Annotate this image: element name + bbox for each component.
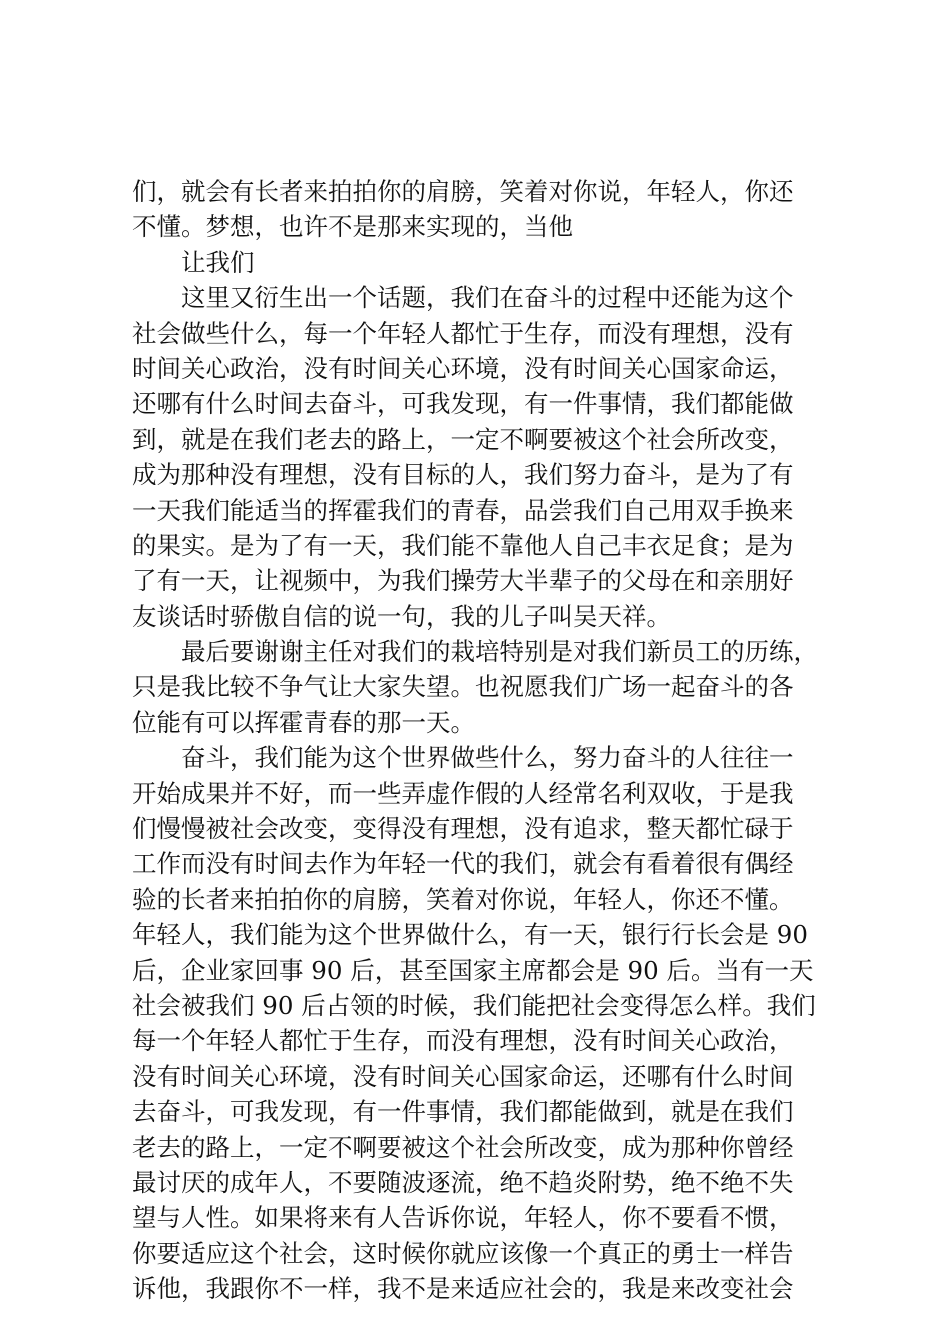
text-line: 去奋斗，可我发现，有一件事情，我们都能做到，就是在我们 [132,1097,794,1127]
text-line: 时间关心政治，没有时间关心环境，没有时间关心国家命运， [132,353,794,383]
text-line: 你要适应这个社会，这时候你就应该像一个真正的勇士一样告 [132,1238,794,1268]
text-line: 老去的路上，一定不啊要被这个社会所改变，成为那种你曾经 [132,1132,794,1162]
text-line: 一天我们能适当的挥霍我们的青春，品尝我们自己用双手换来 [132,495,794,525]
paragraph [132,740,832,1306]
text-line: 开始成果并不好，而一些弄虚作假的人经常名利双收，于是我 [132,778,794,808]
text-line: 到，就是在我们老去的路上，一定不啊要被这个社会所改变， [132,424,794,454]
text-line: 验的长者来拍拍你的肩膀，笑着对你说，年轻人，你还不懂。 [132,884,794,914]
text-line: 只是我比较不争气让大家失望。也祝愿我们广场一起奋斗的各 [132,672,794,702]
text-line: 们，就会有长者来拍拍你的肩膀，笑着对你说，年轻人，你还 [132,177,794,206]
text-line: 不懂。梦想，也许不是那来实现的，当他 [132,212,573,242]
text-line: 最后要谢谢主任对我们的栽培特别是对我们新员工的历练， [181,637,818,667]
text-line: 成为那种没有理想，没有目标的人，我们努力奋斗，是为了有 [132,460,794,490]
text-line: 奋斗，我们能为这个世界做些什么，努力奋斗的人往往一 [181,743,794,773]
paragraph [132,174,832,245]
text-line: 社会被我们 90 后占领的时候，我们能把社会变得怎么样。我们 [132,990,816,1020]
text-line: 后，企业家回事 90 后，甚至国家主席都会是 90 后。当有一天 [132,955,814,985]
text-line: 年轻人，我们能为这个世界做什么，有一天，银行行长会是 90 [132,920,808,950]
text-line: 让我们 [181,247,255,277]
text-line: 们慢慢被社会改变，变得没有理想，没有追求，整天都忙碌于 [132,814,794,844]
text-line: 位能有可以挥霍青春的那一天。 [132,707,475,737]
paragraph [132,280,832,634]
text-line: 友谈话时骄傲自信的说一句，我的儿子叫吴天祥。 [132,601,671,631]
text-line: 了有一天，让视频中，为我们操劳大半辈子的父母在和亲朋好 [132,566,794,596]
text-line: 社会做些什么，每一个年轻人都忙于生存，而没有理想，没有 [132,318,794,348]
text-line: 这里又衍生出一个话题，我们在奋斗的过程中还能为这个 [181,283,794,313]
document-body [132,174,832,1307]
text-line: 还哪有什么时间去奋斗，可我发现，有一件事情，我们都能做 [132,389,794,419]
text-line: 望与人性。如果将来有人告诉你说，年轻人，你不要看不惯， [132,1203,794,1233]
paragraph [132,245,832,280]
text-line: 诉他，我跟你不一样，我不是来适应社会的，我是来改变社会 [132,1274,794,1304]
text-line: 的果实。是为了有一天，我们能不靠他人自己丰衣足食；是为 [132,530,794,560]
text-line: 工作而没有时间去作为年轻一代的我们，就会有看着很有偶经 [132,849,794,879]
text-line: 每一个年轻人都忙于生存，而没有理想，没有时间关心政治， [132,1026,794,1056]
text-line: 没有时间关心环境，没有时间关心国家命运，还哪有什么时间 [132,1061,794,1091]
paragraph [132,634,832,740]
text-line: 最讨厌的成年人，不要随波逐流，绝不趋炎附势，绝不绝不失 [132,1167,794,1197]
